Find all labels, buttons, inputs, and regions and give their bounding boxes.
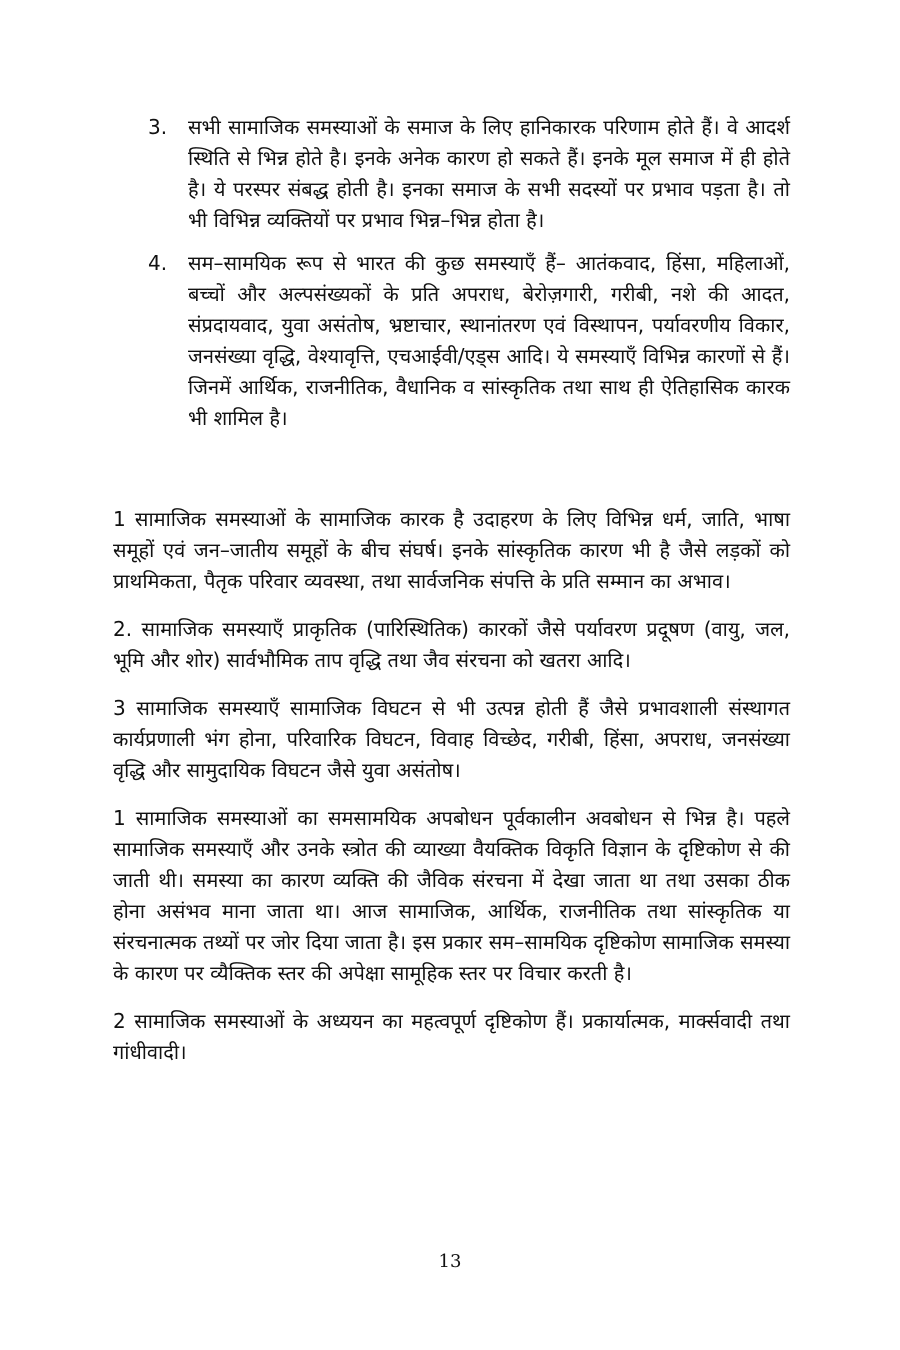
list-item-text: सभी सामाजिक समस्याओं के समाज के लिए हानिकारक परिणाम होते हैं। वे आदर्श स्थिति से भिन्न होते है। इनके अनेक कारण हो सकते हैं। इनके मूल समाज में ही होते है। ये परस्पर संबद्ध होती है। इनका समाज के सभी सदस्यों पर प्रभाव पड़ता है। तो भी विभिन्न व्यक्तियों पर प्रभाव भिन्न–भिन्न होता है।	[188, 115, 790, 232]
paragraph-study-approaches: 2 सामाजिक समस्याओं के अध्ययन का महत्वपूर्ण दृष्टिकोण हैं। प्रकार्यात्मक, मार्क्सवादी तथा गांधीवादी।	[113, 1009, 790, 1064]
list-item-text: सम–सामयिक रूप से भारत की कुछ समस्याएँ हैं– आतंकवाद, हिंसा, महिलाओं, बच्चों और अल्पसंख्यकों के प्रति अपराध, बेरोज़गारी, गरीबी, नशे की आदत, संप्रदायवाद, युवा असंतोष, भ्रष्टाचार, स्थानांतरण एवं विस्थापन, पर्यावरणीय विकार, जनसंख्या वृद्धि, वेश्यावृत्ति, एचआईवी/एड्स आदि। ये समस्याएँ विभिन्न कारणों से हैं। जिनमें आर्थिक, राजनीतिक, वैधानिक व सांस्कृतिक तथा साथ ही ऐतिहासिक कारक भी शामिल है।	[188, 251, 790, 430]
paragraph-social-causes: 1 सामाजिक समस्याओं के सामाजिक कारक है उदाहरण के लिए विभिन्न धर्म, जाति, भाषा समूहों एवं जन–जातीय समूहों के बीच संघर्ष। इनके सांस्कृतिक कारण भी है जैसे लड़कों को प्राथमिकता, पैतृक परिवार व्यवस्था, तथा सार्वजनिक संपत्ति के प्रति सम्मान का अभाव।	[113, 507, 790, 593]
list-item-number: 3.	[148, 115, 168, 139]
list-item-4	[148, 248, 790, 434]
body-text	[113, 504, 790, 1085]
paragraph-social-disorganization: 3 सामाजिक समस्याएँ सामाजिक विघटन से भी उत्पन्न होती हैं जैसे प्रभावशाली संस्थागत कार्यप्रणाली भंग होना, परिवारिक विघटन, विवाह विच्छेद, गरीबी, हिंसा, अपराध, जनसंख्या वृद्धि और सामुदायिक विघटन जैसे युवा असंतोष।	[113, 696, 790, 782]
paragraph-contemporary-understanding: 1 सामाजिक समस्याओं का समसामयिक अपबोधन पूर्वकालीन अवबोधन से भिन्न है। पहले सामाजिक समस्याएँ और उनके स्त्रोत की व्याख्या वैयक्तिक विकृति विज्ञान के दृष्टिकोण से की जाती थी। समस्या का कारण व्यक्ति की जैविक संरचना में देखा जाता था तथा उसका ठीक होना असंभव माना जाता था। आज सामाजिक, आर्थिक, राजनीतिक तथा सांस्कृतिक या संरचनात्मक तथ्यों पर जोर दिया जाता है। इस प्रकार सम–सामयिक दृष्टिकोण सामाजिक समस्या के कारण पर व्यैक्तिक स्तर की अपेक्षा सामूहिक स्तर पर विचार करती है।	[113, 806, 790, 985]
list-item-number: 4.	[148, 251, 168, 275]
paragraph-natural-causes: 2. सामाजिक समस्याएँ प्राकृतिक (पारिस्थितिक) कारकों जैसे पर्यावरण प्रदूषण (वायु, जल, भूमि और शोर) सार्वभौमिक ताप वृद्धि तथा जैव संरचना को खतरा आदि।	[113, 617, 790, 672]
numbered-list	[148, 112, 790, 446]
list-item-3	[148, 112, 790, 236]
page-number: 13	[438, 1251, 462, 1272]
